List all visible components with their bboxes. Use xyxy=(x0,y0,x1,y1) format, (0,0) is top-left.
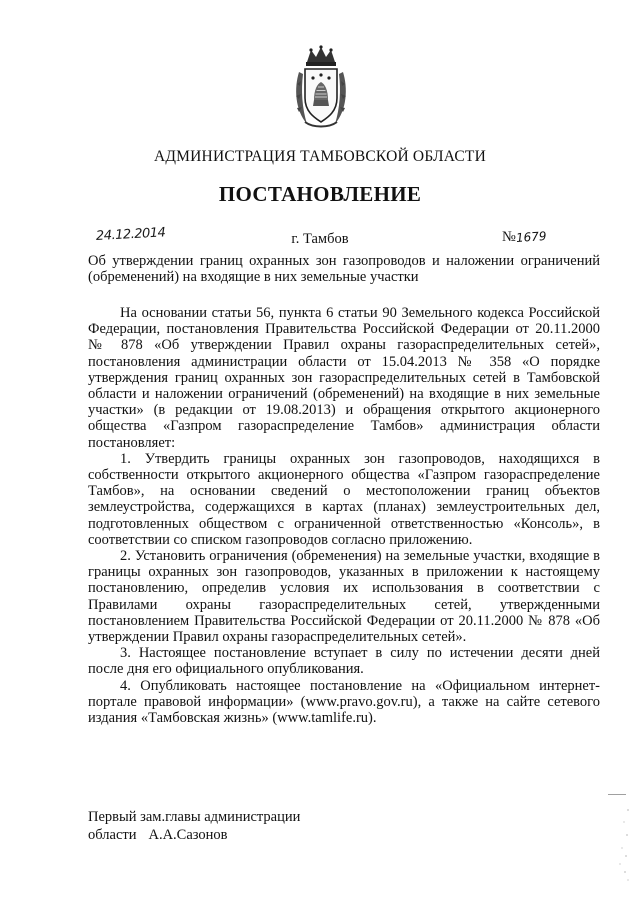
preamble-paragraph: На основании статьи 56, пункта 6 статьи 90 Земельного кодекса Российской Федерации, постановления Правительства Российской Федерации от 20.11.2000 № 878 «Об утверждении Правил охраны газораспределительных сетей», постановления администрации области от 15.04.2013 № 358 «О порядке утверждения границ охранных зон газораспределительных сетей в Тамбовской области и наложении ограничений (обременений) на входящие в них земельные участки» (в редакции от 19.08.2013) и обращения открытого акционерного общества «Газпром газораспределение Тамбов» администрация области постановляет: xyxy=(88,305,600,451)
clause-paragraph-3: 3. Настоящее постановление вступает в силу по истечении десяти дней после дня его официального опубликования. xyxy=(88,645,600,678)
clause-paragraph-1: 1. Утвердить границы охранных зон газопроводов, находящихся в собственности открытого акционерного общества «Газпром газораспределение Тамбов», на основании сведений о местоположении границ объектов землеустройства, содержащихся в картах (планах) землеустроительных дел, подготовленных обществом с ограниченной ответственностью «Консоль», в соответствии со списком газопроводов согласно приложению. xyxy=(88,450,600,548)
number-value: 1679 xyxy=(515,228,547,246)
signatory-name: А.А.Сазонов xyxy=(148,827,228,843)
signatory-position: Первый зам.главы администрации xyxy=(88,809,301,825)
document-number xyxy=(502,229,546,246)
signatory-position-cont: области xyxy=(88,827,137,843)
document-body xyxy=(88,305,600,726)
organization-name: АДМИНИСТРАЦИЯ ТАМБОВСКОЙ ОБЛАСТИ xyxy=(154,148,486,165)
coat-of-arms-icon xyxy=(293,44,349,130)
scan-artifact xyxy=(606,790,632,890)
document-type-title: ПОСТАНОВЛЕНИЕ xyxy=(218,182,422,206)
document-subject: Об утверждении границ охранных зон газопроводов и наложении ограничений (обременений) на входящие в них земельные участки xyxy=(88,253,600,285)
clause-paragraph-2: 2. Установить ограничения (обременения) на земельные участки, входящие в границы охранных зон газопроводов, указанных в приложении к настоящему постановлению, определив условия их использования в соответствии с Правилами охраны газораспределительных сетей, утвержденными постановлением Правительства Российской Федерации от 20.11.2000 № 878 «Об утверждении Правил охраны газораспределительных сетей». xyxy=(88,548,600,646)
clause-paragraph-4: 4. Опубликовать настоящее постановление на «Официальном интернет-портале правовой информации» (www.pravo.gov.ru), а также на сайте сетевого издания «Тамбовская жизнь» (www.tamlife.ru). xyxy=(88,677,600,727)
document-date: 24.12.2014 xyxy=(95,225,166,244)
signatory-line xyxy=(88,826,300,844)
signature-block xyxy=(88,808,300,844)
document-city: г. Тамбов xyxy=(291,231,349,247)
number-sign: № xyxy=(502,229,516,245)
